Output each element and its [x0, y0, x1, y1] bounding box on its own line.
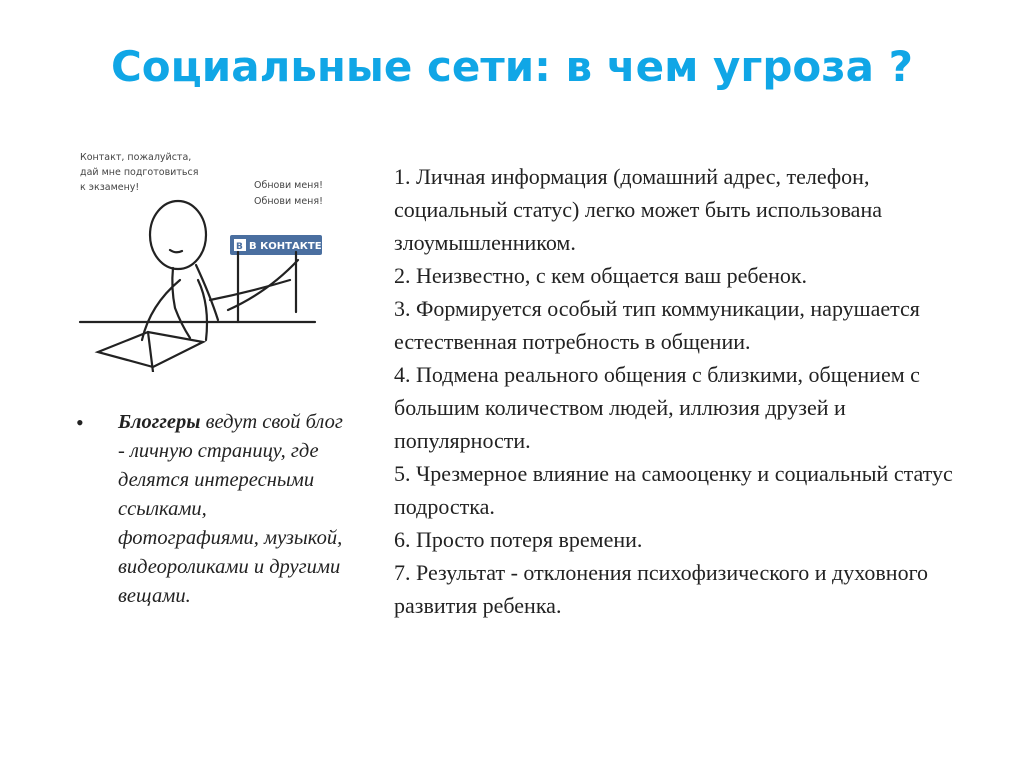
list-item: 3. Формируется особый тип коммуникации, нарушается естественная потребность в общении. [394, 296, 920, 354]
screen-line-1: Обнови меня! [254, 180, 323, 191]
svg-text:В: В [236, 242, 243, 252]
list-item: 5. Чрезмерное влияние на самооценку и социальный статус подростка. [394, 461, 953, 519]
speech-line-3: к экзамену! [80, 182, 140, 193]
speech-line-1: Контакт, пожалуйста, [80, 152, 192, 163]
bullet-dot-icon: • [76, 410, 84, 435]
screen-line-2: Обнови меня! [254, 196, 323, 207]
bullet-body [118, 408, 346, 611]
list-item: 1. Личная информация (домашний адрес, телефон, социальный статус) легко может быть использована злоумышленником. [394, 164, 882, 255]
speech-line-2: дай мне подготовиться [80, 167, 199, 178]
vk-logo-label: В КОНТАКТЕ [249, 241, 322, 252]
comic-illustration [78, 140, 348, 372]
list-item: 2. Неизвестно, с кем общается ваш ребенок. [394, 263, 808, 288]
bloggers-bullet [76, 408, 346, 611]
threat-list [394, 160, 954, 622]
slide-title: Социальные сети: в чем угроза ? [110, 42, 914, 91]
stick-figure [80, 201, 315, 372]
list-item: 7. Результат - отклонения психофизического и духовного развития ребенка. [394, 560, 929, 618]
list-item: 4. Подмена реального общения с близкими, общением с большим количеством людей, иллюзия друзей и популярности. [394, 362, 920, 453]
list-item: 6. Просто потеря времени. [394, 527, 643, 552]
vk-logo-icon [230, 235, 322, 255]
bullet-term: Блоггеры [118, 411, 201, 433]
bullet-text: ведут свой блог - личную страницу, где делятся интересными ссылками, фотографиями, музыкой, видеороликами и другими вещами. [118, 411, 343, 607]
